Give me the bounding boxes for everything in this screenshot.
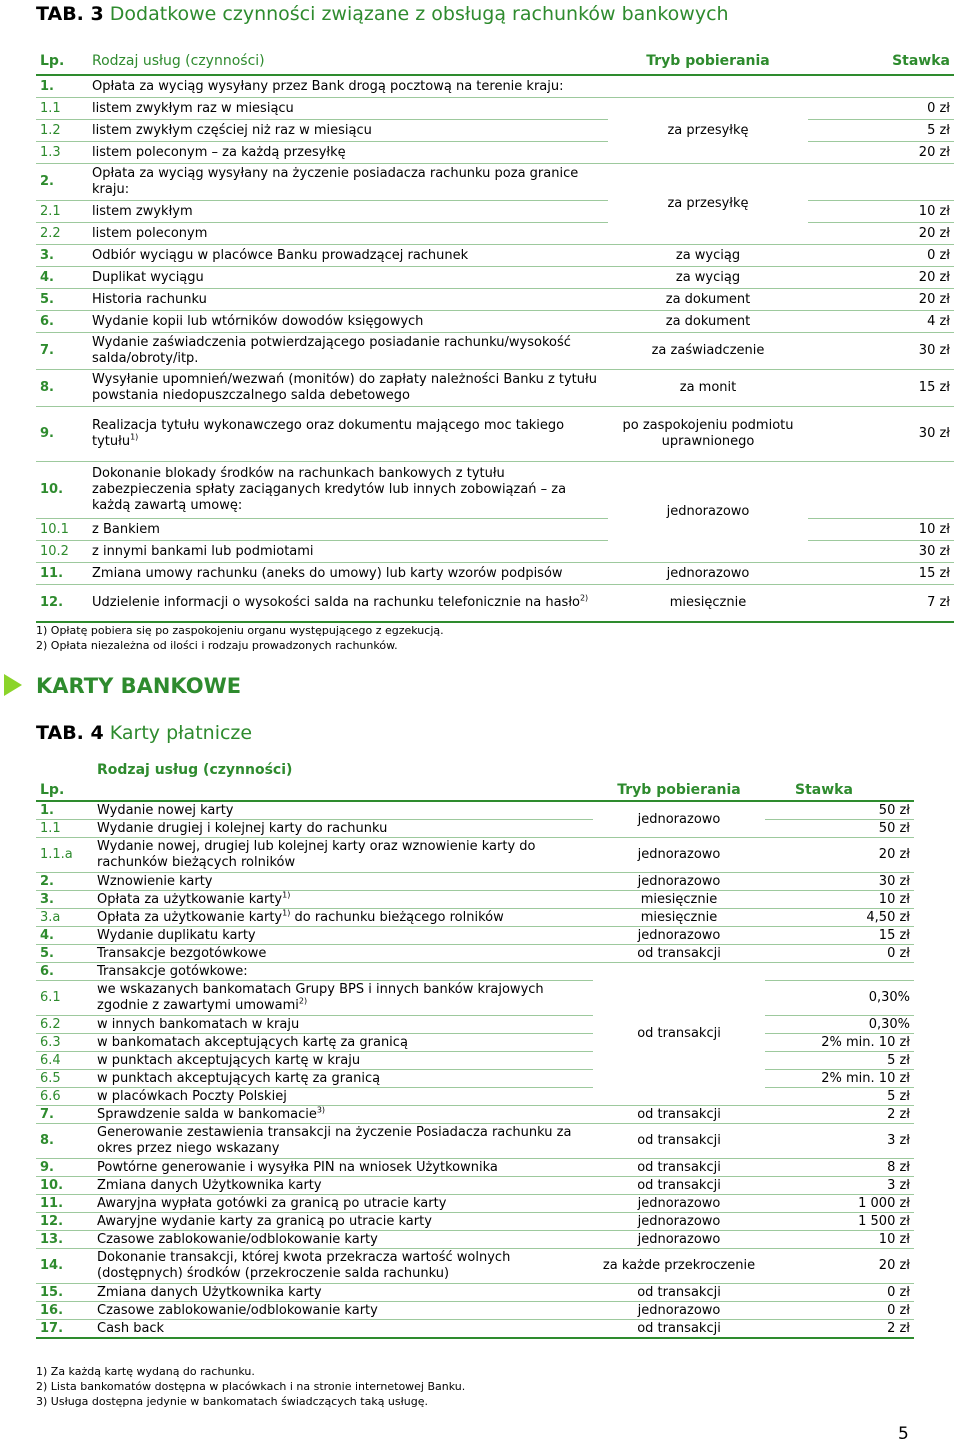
rate: 0 zł <box>765 945 914 963</box>
row-number: 9. <box>36 407 88 462</box>
service-name-text: Transakcje gotówkowe: <box>97 963 248 979</box>
row-number: 7. <box>36 333 88 370</box>
service-name <box>88 267 608 289</box>
service-name <box>93 1177 593 1195</box>
charge-mode: za każde przekroczenie <box>593 1249 765 1284</box>
service-name <box>93 1159 593 1177</box>
rate: 5 zł <box>765 1052 914 1070</box>
service-name <box>88 563 608 585</box>
row-number: 1.3 <box>36 142 88 164</box>
table-4-footnotes <box>36 1364 465 1409</box>
row-number: 10.1 <box>36 519 88 541</box>
row-number: 6.1 <box>36 981 93 1016</box>
rate: 30 zł <box>808 541 954 563</box>
service-name-text: listem zwykłym raz w miesiącu <box>92 100 294 116</box>
rate: 30 zł <box>808 407 954 462</box>
table-row <box>36 981 914 1016</box>
row-number: 6.6 <box>36 1088 93 1106</box>
charge-mode: jednorazowo <box>593 873 765 891</box>
rate: 3 zł <box>765 1177 914 1195</box>
row-number: 2.1 <box>36 201 88 223</box>
rate: 4,50 zł <box>765 909 914 927</box>
row-number: 6. <box>36 311 88 333</box>
service-name-text: w punktach akceptujących kartę w kraju <box>97 1052 361 1068</box>
service-name-text: Wznowienie karty <box>97 873 213 889</box>
table-row <box>36 223 954 245</box>
service-name-text: Czasowe zablokowanie/odblokowanie karty <box>97 1302 378 1318</box>
table-row <box>36 1284 914 1302</box>
service-name-text: Wydanie nowej, drugiej lub kolejnej karty oraz wznowienie karty do rachunków bieżących rolników <box>97 839 536 870</box>
rate: 10 zł <box>808 201 954 223</box>
service-name-text: Czasowe zablokowanie/odblokowanie karty <box>97 1231 378 1247</box>
charge-mode: jednorazowo <box>593 1231 765 1249</box>
row-number: 11. <box>36 563 88 585</box>
table-row <box>36 820 914 838</box>
service-name <box>88 311 608 333</box>
table-row <box>36 1213 914 1231</box>
table-row <box>36 1106 914 1124</box>
service-name <box>93 1213 593 1231</box>
table-row <box>36 1177 914 1195</box>
row-number: 1. <box>36 75 88 98</box>
service-name-text: Wydanie zaświadczenia potwierdzającego posiadanie rachunku/wysokość salda/obroty/itp. <box>92 335 571 366</box>
row-number: 2.2 <box>36 223 88 245</box>
service-name-text: z innymi bankami lub podmiotami <box>92 543 314 559</box>
service-name-text: Zmiana danych Użytkownika karty <box>97 1284 322 1300</box>
service-name-text: Zmiana danych Użytkownika karty <box>97 1177 322 1193</box>
rate: 2% min. 10 zł <box>765 1070 914 1088</box>
service-name-text: Opłata za wyciąg wysyłany przez Bank drogą pocztową na terenie kraju: <box>92 78 564 94</box>
service-name-text: Wydanie kopii lub wtórników dowodów księgowych <box>92 313 424 329</box>
header-mode: Tryb pobierania <box>593 760 765 801</box>
charge-mode: miesięcznie <box>593 909 765 927</box>
table-row <box>36 927 914 945</box>
service-name-text: z Bankiem <box>92 521 160 537</box>
row-number: 17. <box>36 1320 93 1339</box>
service-name <box>93 927 593 945</box>
row-number: 1. <box>36 801 93 820</box>
table-3-title <box>36 3 729 25</box>
service-name <box>93 1088 593 1106</box>
service-name-text: Duplikat wyciągu <box>92 269 204 285</box>
service-name <box>93 873 593 891</box>
table-row <box>36 891 914 909</box>
row-number: 8. <box>36 1124 93 1159</box>
row-number: 11. <box>36 1195 93 1213</box>
table-3-name: Dodatkowe czynności związane z obsługą rachunków bankowych <box>109 3 729 25</box>
service-name <box>93 1284 593 1302</box>
row-number: 12. <box>36 1213 93 1231</box>
service-name <box>88 289 608 311</box>
charge-mode: jednorazowo <box>593 1195 765 1213</box>
table-row <box>36 585 954 623</box>
table-row <box>36 1088 914 1106</box>
service-name-text: Dokonanie blokady środków na rachunkach bankowych z tytułu zabezpieczenia spłaty zaciąganych kredytów lub innych zobowiązań – za każdą zawartą umowę: <box>92 466 567 513</box>
table-row <box>36 98 954 120</box>
page-number: 5 <box>898 1424 909 1444</box>
row-number: 4. <box>36 267 88 289</box>
charge-mode: za wyciąg <box>608 267 808 289</box>
service-name <box>88 164 608 201</box>
row-number: 4. <box>36 927 93 945</box>
table-row <box>36 370 954 407</box>
table-row <box>36 1159 914 1177</box>
service-name <box>93 1034 593 1052</box>
rate: 2 zł <box>765 1320 914 1339</box>
charge-mode: za wyciąg <box>608 245 808 267</box>
row-number: 16. <box>36 1302 93 1320</box>
service-name <box>88 75 608 98</box>
service-name <box>93 1320 593 1339</box>
table-3 <box>36 48 954 623</box>
charge-mode: jednorazowo <box>593 1302 765 1320</box>
table-row <box>36 1052 914 1070</box>
service-name <box>88 541 608 563</box>
rate: 30 zł <box>808 333 954 370</box>
table-4-title <box>36 722 252 744</box>
row-number: 3. <box>36 891 93 909</box>
table-row <box>36 333 954 370</box>
table-row <box>36 462 954 519</box>
row-number: 5. <box>36 289 88 311</box>
table-4-name: Karty płatnicze <box>109 722 253 744</box>
rate: 50 zł <box>765 820 914 838</box>
header-name: Rodzaj usług (czynności) <box>93 760 593 801</box>
table-row <box>36 164 954 201</box>
rate: 20 zł <box>765 838 914 873</box>
section-title: KARTY BANKOWE <box>36 674 242 698</box>
service-name <box>93 909 593 927</box>
table-row <box>36 1034 914 1052</box>
section-arrow-icon <box>4 674 22 696</box>
table-row <box>36 519 954 541</box>
table-row <box>36 142 954 164</box>
table-row <box>36 1124 914 1159</box>
table-row <box>36 407 954 462</box>
row-number: 7. <box>36 1106 93 1124</box>
table-row <box>36 873 914 891</box>
table-row <box>36 1249 914 1284</box>
service-name <box>88 142 608 164</box>
rate: 7 zł <box>808 585 954 623</box>
service-name-text: w punktach akceptujących kartę za granicą <box>97 1070 381 1086</box>
charge-mode: od transakcji <box>593 1284 765 1302</box>
service-name-text: listem poleconym <box>92 225 208 241</box>
service-name <box>93 1231 593 1249</box>
charge-mode: jednorazowo <box>593 801 765 838</box>
footnote-ref: 2) <box>298 996 308 1006</box>
service-name-text: Sprawdzenie salda w bankomacie <box>97 1106 317 1122</box>
service-name-text: Dokonanie transakcji, której kwota przekracza wartość wolnych (dostępnych) środków (przekroczenie salda rachunku) <box>97 1250 511 1281</box>
row-number: 10. <box>36 1177 93 1195</box>
service-name-text: Wydanie drugiej i kolejnej karty do rachunku <box>97 820 388 836</box>
footnote-ref: 2) <box>579 593 589 603</box>
rate: 0,30% <box>765 981 914 1016</box>
table-4 <box>36 760 914 1339</box>
rate: 2% min. 10 zł <box>765 1034 914 1052</box>
service-name <box>93 1106 593 1124</box>
table-row <box>36 311 954 333</box>
row-number: 5. <box>36 945 93 963</box>
rate: 20 zł <box>765 1249 914 1284</box>
footnote: 1) Za każdą kartę wydaną do rachunku. <box>36 1365 255 1378</box>
service-name-text: Awaryjna wypłata gotówki za granicą po utracie karty <box>97 1195 447 1211</box>
rate: 20 zł <box>808 289 954 311</box>
service-name <box>93 945 593 963</box>
row-number: 13. <box>36 1231 93 1249</box>
service-name <box>88 407 608 462</box>
charge-mode: od transakcji <box>593 1177 765 1195</box>
row-number: 12. <box>36 585 88 623</box>
service-name <box>93 1195 593 1213</box>
row-number: 3. <box>36 245 88 267</box>
rate: 0 zł <box>765 1302 914 1320</box>
row-number: 2. <box>36 164 88 201</box>
table-row <box>36 1070 914 1088</box>
service-name-text: Historia rachunku <box>92 291 207 307</box>
row-number: 1.1 <box>36 98 88 120</box>
service-name-text: Transakcje bezgotówkowe <box>97 945 267 961</box>
service-name <box>88 120 608 142</box>
service-name <box>88 201 608 223</box>
service-name <box>88 585 608 623</box>
charge-mode: od transakcji <box>593 963 765 1106</box>
rate: 0 zł <box>808 98 954 120</box>
service-name <box>93 1070 593 1088</box>
service-name <box>93 1052 593 1070</box>
service-name <box>93 963 593 981</box>
rate <box>808 462 954 519</box>
service-name-text: Opłata za wyciąg wysyłany na życzenie posiadacza rachunku poza granice kraju: <box>92 166 579 197</box>
table-row <box>36 1195 914 1213</box>
row-number: 6. <box>36 963 93 981</box>
rate <box>765 963 914 981</box>
row-number: 6.2 <box>36 1016 93 1034</box>
charge-mode: od transakcji <box>593 1159 765 1177</box>
rate: 0 zł <box>765 1284 914 1302</box>
rate: 10 zł <box>765 891 914 909</box>
row-number: 14. <box>36 1249 93 1284</box>
charge-mode: od transakcji <box>593 1106 765 1124</box>
row-number: 9. <box>36 1159 93 1177</box>
rate: 1 000 zł <box>765 1195 914 1213</box>
table-row <box>36 1231 914 1249</box>
table-header-row <box>36 760 914 801</box>
row-number: 6.5 <box>36 1070 93 1088</box>
service-name-text: Odbiór wyciągu w placówce Banku prowadzącej rachunek <box>92 247 469 263</box>
service-name <box>88 370 608 407</box>
charge-mode: za dokument <box>608 311 808 333</box>
table-row <box>36 945 914 963</box>
service-name-text: do rachunku bieżącego rolników <box>290 909 504 925</box>
service-name-text: Cash back <box>97 1320 165 1336</box>
row-number: 2. <box>36 873 93 891</box>
header-rate: Stawka <box>765 760 914 801</box>
rate: 20 zł <box>808 223 954 245</box>
service-name-text: Opłata za użytkowanie karty <box>97 891 283 907</box>
charge-mode: jednorazowo <box>593 1213 765 1231</box>
rate: 20 zł <box>808 267 954 289</box>
row-number: 1.2 <box>36 120 88 142</box>
charge-mode: od transakcji <box>593 945 765 963</box>
footnote-ref: 1) <box>282 908 291 918</box>
table-row <box>36 1016 914 1034</box>
rate: 15 zł <box>765 927 914 945</box>
rate: 15 zł <box>808 563 954 585</box>
row-number: 10.2 <box>36 541 88 563</box>
charge-mode: za przesyłkę <box>608 164 808 245</box>
table-row <box>36 267 954 289</box>
service-name-text: Wysyłanie upomnień/wezwań (monitów) do zapłaty należności Banku z tytułu powstania niedopuszczalnego salda debetowego <box>92 372 597 403</box>
row-number: 10. <box>36 462 88 519</box>
charge-mode: jednorazowo <box>593 927 765 945</box>
charge-mode: po zaspokojeniu podmiotu uprawnionego <box>608 407 808 462</box>
table-3-footnotes <box>36 623 444 653</box>
service-name-text: listem zwykłym <box>92 203 193 219</box>
charge-mode: za monit <box>608 370 808 407</box>
footnote-ref: 3) <box>316 1105 326 1115</box>
charge-mode: od transakcji <box>593 1124 765 1159</box>
charge-mode: jednorazowo <box>608 563 808 585</box>
rate: 1 500 zł <box>765 1213 914 1231</box>
table-header-row <box>36 48 954 75</box>
service-name-text: Realizacja tytułu wykonawczego oraz dokumentu mającego moc takiego tytułu <box>92 418 565 449</box>
rate: 10 zł <box>808 519 954 541</box>
service-name <box>93 1249 593 1284</box>
service-name <box>93 838 593 873</box>
rate: 30 zł <box>765 873 914 891</box>
service-name <box>93 1016 593 1034</box>
table-row <box>36 120 954 142</box>
service-name <box>88 519 608 541</box>
row-number: 15. <box>36 1284 93 1302</box>
header-lp: Lp. <box>36 48 88 75</box>
charge-mode: za przesyłkę <box>608 98 808 164</box>
service-name-text: w innych bankomatach w kraju <box>97 1016 300 1032</box>
service-name-text: Zmiana umowy rachunku (aneks do umowy) lub karty wzorów podpisów <box>92 565 563 581</box>
service-name-text: Udzielenie informacji o wysokości salda na rachunku telefonicznie na hasło <box>92 595 580 610</box>
service-name <box>93 891 593 909</box>
service-name <box>88 223 608 245</box>
service-name-text: Opłata za użytkowanie karty <box>97 909 283 925</box>
footnote-ref: 1) <box>282 890 291 900</box>
footnote: 2) Opłata niezależna od ilości i rodzaju prowadzonych rachunków. <box>36 639 398 652</box>
rate <box>808 75 954 98</box>
service-name <box>93 1124 593 1159</box>
table-row <box>36 1320 914 1339</box>
row-number: 1.1.a <box>36 838 93 873</box>
rate: 4 zł <box>808 311 954 333</box>
header-lp: Lp. <box>36 760 93 801</box>
header-rate: Stawka <box>808 48 954 75</box>
table-row <box>36 963 914 981</box>
row-number: 8. <box>36 370 88 407</box>
rate: 3 zł <box>765 1124 914 1159</box>
service-name <box>93 820 593 838</box>
service-name <box>88 245 608 267</box>
row-number: 6.3 <box>36 1034 93 1052</box>
table-row <box>36 838 914 873</box>
service-name-text: Powtórne generowanie i wysyłka PIN na wniosek Użytkownika <box>97 1159 498 1175</box>
rate: 5 zł <box>765 1088 914 1106</box>
footnote-ref: 1) <box>130 432 139 442</box>
rate: 0,30% <box>765 1016 914 1034</box>
charge-mode: miesięcznie <box>608 585 808 623</box>
rate: 0 zł <box>808 245 954 267</box>
header-mode: Tryb pobierania <box>608 48 808 75</box>
service-name <box>88 98 608 120</box>
service-name-text: listem poleconym – za każdą przesyłkę <box>92 144 346 160</box>
table-row <box>36 201 954 223</box>
row-number: 6.4 <box>36 1052 93 1070</box>
rate: 2 zł <box>765 1106 914 1124</box>
service-name-text: Awaryjne wydanie karty za granicą po utracie karty <box>97 1213 432 1229</box>
rate: 10 zł <box>765 1231 914 1249</box>
service-name <box>88 333 608 370</box>
rate: 20 zł <box>808 142 954 164</box>
rate: 50 zł <box>765 801 914 820</box>
table-row <box>36 289 954 311</box>
table-row <box>36 541 954 563</box>
rate: 5 zł <box>808 120 954 142</box>
charge-mode: jednorazowo <box>608 462 808 563</box>
service-name-text: Generowanie zestawienia transakcji na życzenie Posiadacza rachunku za okres przez niego wskazany <box>97 1125 572 1156</box>
charge-mode <box>608 75 808 98</box>
service-name-text: Wydanie nowej karty <box>97 802 234 818</box>
charge-mode: za zaświadczenie <box>608 333 808 370</box>
service-name <box>93 981 593 1016</box>
footnote: 1) Opłatę pobiera się po zaspokojeniu organu występującego z egzekucją. <box>36 624 444 637</box>
rate: 15 zł <box>808 370 954 407</box>
charge-mode: za dokument <box>608 289 808 311</box>
charge-mode: jednorazowo <box>593 838 765 873</box>
table-row <box>36 909 914 927</box>
service-name-text: w bankomatach akceptujących kartę za granicą <box>97 1034 408 1050</box>
charge-mode: miesięcznie <box>593 891 765 909</box>
table-row <box>36 563 954 585</box>
rate: 8 zł <box>765 1159 914 1177</box>
service-name <box>93 801 593 820</box>
row-number: 3.a <box>36 909 93 927</box>
footnote: 3) Usługa dostępna jedynie w bankomatach świadczących taką usługę. <box>36 1395 428 1408</box>
charge-mode: od transakcji <box>593 1320 765 1339</box>
table-row <box>36 75 954 98</box>
service-name-text: w placówkach Poczty Polskiej <box>97 1088 287 1104</box>
table-row <box>36 1302 914 1320</box>
rate <box>808 164 954 201</box>
row-number: 1.1 <box>36 820 93 838</box>
footnote: 2) Lista bankomatów dostępna w placówkach i na stronie internetowej Banku. <box>36 1380 466 1393</box>
service-name-text: we wskazanych bankomatach Grupy BPS i innych banków krajowych zgodnie z zawartymi umowami <box>97 982 544 1013</box>
table-4-number: TAB. 4 <box>36 722 104 744</box>
table-3-number: TAB. 3 <box>36 3 104 25</box>
service-name <box>88 462 608 519</box>
service-name <box>93 1302 593 1320</box>
table-row <box>36 245 954 267</box>
table-row <box>36 801 914 820</box>
service-name-text: listem zwykłym częściej niż raz w miesiącu <box>92 122 372 138</box>
header-name: Rodzaj usług (czynności) <box>88 48 608 75</box>
service-name-text: Wydanie duplikatu karty <box>97 927 256 943</box>
